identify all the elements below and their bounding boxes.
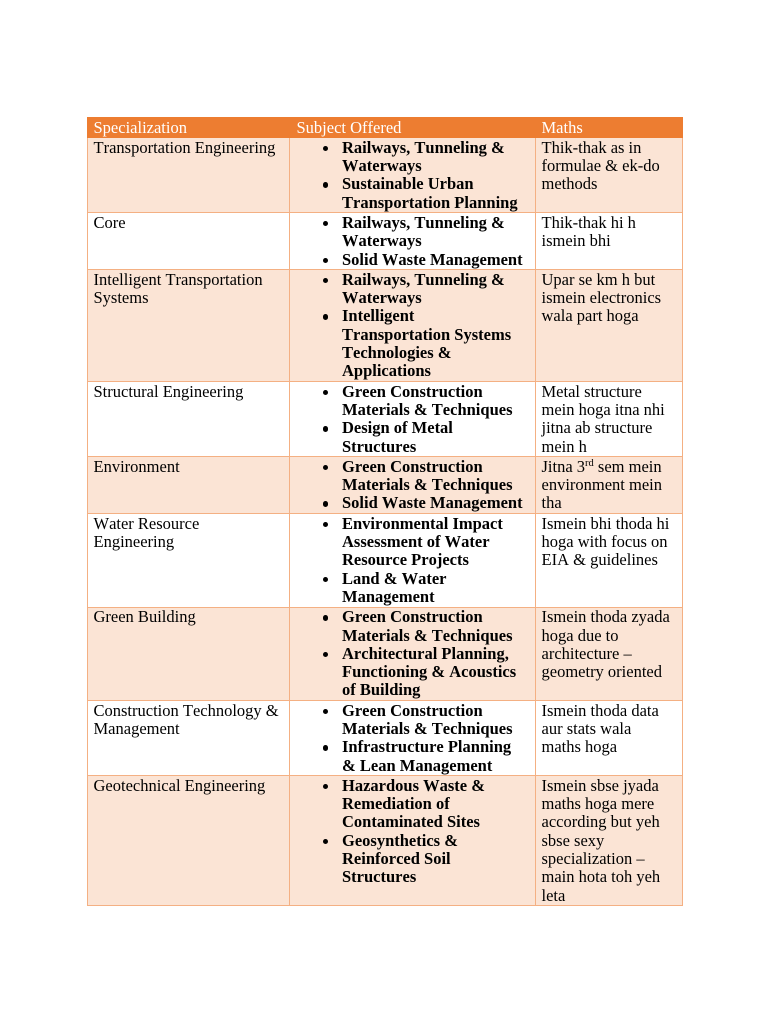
specialization-cell xyxy=(88,382,290,457)
specialization-cell xyxy=(88,138,290,213)
specialization-cell xyxy=(88,457,290,514)
subject-item xyxy=(290,738,535,775)
header-row xyxy=(88,118,683,138)
subject-name: Infrastructure Planning & Lean Management xyxy=(342,737,512,775)
subjects-cell xyxy=(290,457,536,514)
subject-name: Railways, Tunneling & Waterways xyxy=(342,269,505,308)
subjects-cell xyxy=(290,213,536,270)
bullet-icon xyxy=(323,652,329,658)
subject-item xyxy=(290,307,535,380)
header-subject-offered: Subject Offered xyxy=(290,118,536,138)
subject-name: Solid Waste Management xyxy=(342,249,523,269)
table-row xyxy=(88,514,683,607)
specialization-name: Intelligent Transportation Systems xyxy=(93,269,263,308)
bullet-icon xyxy=(323,314,329,320)
subject-item xyxy=(290,494,535,512)
subject-name: Land & Water Management xyxy=(342,568,447,606)
maths-note: Thik-thak as in formulae & ek-do methods xyxy=(541,137,660,194)
maths-note: Ismein sbse jyada maths hoga mere according but yeh sbse sexy specialization – main hota toh yeh leta xyxy=(541,775,661,905)
specialization-cell xyxy=(88,213,290,270)
bullet-icon xyxy=(323,577,329,583)
subject-item xyxy=(290,214,535,251)
subjects-cell xyxy=(290,607,536,700)
subject-name: Architectural Planning, Functioning & Acoustics of Building xyxy=(342,643,517,700)
subjects-cell xyxy=(290,701,536,776)
subject-name: Railways, Tunneling & Waterways xyxy=(342,137,505,176)
maths-note: Ismein thoda data aur stats wala maths hoga xyxy=(541,700,659,757)
maths-cell xyxy=(536,138,683,213)
specialization-name: Core xyxy=(93,212,126,232)
bullet-icon xyxy=(323,426,329,432)
bullet-icon xyxy=(323,839,329,845)
table-row xyxy=(88,607,683,700)
subject-item xyxy=(290,271,535,308)
subject-item xyxy=(290,139,535,176)
bullet-icon xyxy=(323,615,329,621)
bullet-icon xyxy=(323,522,329,528)
maths-cell xyxy=(536,776,683,906)
maths-cell xyxy=(536,270,683,382)
subject-item xyxy=(290,777,535,832)
maths-cell xyxy=(536,213,683,270)
table-row xyxy=(88,457,683,514)
subject-name: Sustainable Urban Transportation Planning xyxy=(342,174,518,212)
maths-cell xyxy=(536,514,683,607)
specialization-name: Structural Engineering xyxy=(93,381,244,401)
subjects-cell xyxy=(290,138,536,213)
table-row xyxy=(88,701,683,776)
subject-name: Railways, Tunneling & Waterways xyxy=(342,212,505,251)
specialization-cell xyxy=(88,270,290,382)
bullet-icon xyxy=(323,258,329,264)
table-row xyxy=(88,382,683,457)
bullet-icon xyxy=(323,784,329,790)
specialization-name: Environment xyxy=(93,456,180,476)
bullet-icon xyxy=(323,501,329,507)
subjects-cell xyxy=(290,270,536,382)
specialization-name: Water Resource Engineering xyxy=(93,513,200,552)
subject-name: Green Construction Materials & Techniques xyxy=(342,456,513,495)
specialization-table xyxy=(87,117,683,906)
subject-item xyxy=(290,458,535,495)
subject-name: Green Construction Materials & Techniques xyxy=(342,381,513,419)
specialization-cell xyxy=(88,514,290,607)
maths-note: Ismein thoda zyada hoga due to architecture – geometry oriented xyxy=(541,607,670,682)
subjects-cell xyxy=(290,776,536,906)
subject-name: Solid Waste Management xyxy=(342,493,523,513)
specialization-cell xyxy=(88,701,290,776)
subjects-cell xyxy=(290,382,536,457)
maths-note: Thik-thak hi h ismein bhi xyxy=(541,212,636,251)
subject-name: Environmental Impact Assessment of Water Resource Projects xyxy=(342,513,503,570)
bullet-icon xyxy=(323,182,329,188)
header-maths: Maths xyxy=(536,118,683,138)
maths-note: Upar se km h but ismein electronics wala part hoga xyxy=(541,269,662,326)
specialization-name: Geotechnical Engineering xyxy=(93,775,266,795)
subject-name: Green Construction Materials & Techniques xyxy=(342,700,513,738)
maths-cell xyxy=(536,701,683,776)
table-row xyxy=(88,776,683,906)
subject-item xyxy=(290,383,535,420)
subject-item xyxy=(290,570,535,607)
bullet-icon xyxy=(323,390,329,396)
specialization-cell xyxy=(88,776,290,906)
subject-name: Intelligent Transportation Systems Technologies & Applications xyxy=(342,306,512,381)
subject-name: Green Construction Materials & Techniques xyxy=(342,607,513,645)
maths-cell xyxy=(536,382,683,457)
subject-name: Geosynthetics & Reinforced Soil Structures xyxy=(342,830,458,887)
bullet-icon xyxy=(323,146,329,152)
maths-cell xyxy=(536,607,683,700)
subject-item xyxy=(290,702,535,739)
bullet-icon xyxy=(323,221,329,227)
maths-note: Ismein bhi thoda hi hoga with focus on EIA & guidelines xyxy=(541,513,670,570)
subject-item xyxy=(290,175,535,212)
maths-cell xyxy=(536,457,683,514)
bullet-icon xyxy=(323,709,329,715)
specialization-name: Construction Technology & Management xyxy=(93,700,279,738)
subject-item xyxy=(290,832,535,887)
subject-item xyxy=(290,645,535,700)
subject-name: Hazardous Waste & Remediation of Contaminated Sites xyxy=(342,775,485,832)
maths-note xyxy=(542,458,673,513)
ordinal-suffix: rd xyxy=(585,457,594,469)
table-row xyxy=(88,270,683,382)
bullet-icon xyxy=(323,465,329,471)
subject-item xyxy=(290,251,535,269)
table-row xyxy=(88,138,683,213)
maths-note: Metal structure mein hoga itna nhi jitna ab structure mein h xyxy=(541,381,665,456)
specialization-name: Transportation Engineering xyxy=(93,137,276,157)
subject-item xyxy=(290,515,535,570)
specialization-cell xyxy=(88,607,290,700)
subject-item xyxy=(290,608,535,645)
header-specialization: Specialization xyxy=(88,118,290,138)
subjects-cell xyxy=(290,514,536,607)
bullet-icon xyxy=(323,745,329,751)
table-row xyxy=(88,213,683,270)
maths-text-before: Jitna 3 xyxy=(541,456,586,476)
bullet-icon xyxy=(323,278,329,284)
specialization-name: Green Building xyxy=(93,607,196,627)
subject-name: Design of Metal Structures xyxy=(342,418,453,456)
subject-item xyxy=(290,419,535,456)
maths-text-after: sem mein environment mein tha xyxy=(541,456,663,513)
